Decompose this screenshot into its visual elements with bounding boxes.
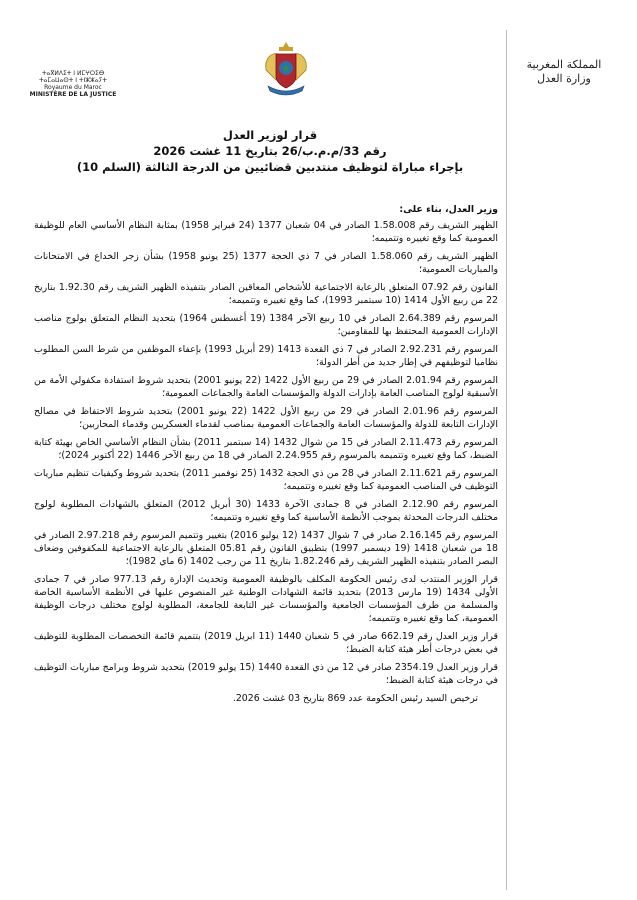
paragraph: القانون رقم 07.92 المتعلق بالرعاية الاجتماعية للأشخاص المعاقين الصادر بتنفيذه الظهير الشريف رقم 1.92.30 بتاريخ 22 من ربيع الأول 1414 (10 سبتمبر 1993)، كما وقع تغييره وتتميمه؛ [34, 281, 498, 306]
paragraph: الظهير الشريف رقم 1.58.008 الصادر في 04 شعبان 1377 (24 فبراير 1958) بمثابة النظام الأساسي العام للوظيفة العمومية كما وقع تغييره وتتميمه؛ [34, 219, 498, 244]
title-line-2: رقم 33/م.م.ب/26 بتاريخ 11 غشت 2026 [153, 144, 387, 158]
paragraph: المرسوم رقم 2.11.473 الصادر في 15 من شوال 1432 (14 سبتمبر 2011) بشأن النظام الأساسي الخاص بهيئة كتابة الضبط، كما وقع تغييره وتتميمه بالمرسوم رقم 2.24.955 الصادر في 18 من ربيع الآخر 1446 (22 أكتوبر 2024)؛ [34, 436, 499, 461]
ministry-logo-text [18, 70, 128, 98]
intro-line: وزير العدل، بناء على: [399, 204, 498, 215]
paragraph: المرسوم رقم 2.12.90 الصادر في 8 جمادى الآخرة 1433 (30 أبريل 2012) المتعلق بالشهادات المطلوبة لولوج مختلف الدرجات المحدثة بموجب الأنظمة الأساسية كما وقع تغييره وتتميمه؛ [34, 498, 498, 523]
paragraph: قرار وزير العدل 2354.19 صادر في 12 من ذي القعدة 1440 (15 يوليو 2019) بتحديد شروط وبرامج مباريات التوظيف في درجات هيئة كتابة الضبط؛ [34, 661, 499, 686]
paragraph: المرسوم رقم 2.64.389 الصادر في 10 ربيع الآخر 1384 (19 أغسطس 1964) بتحديد النظام المتعلق بولوج مناصب الإدارات العمومية المحتفظ بها للمقاومين؛ [34, 312, 499, 337]
paragraph: المرسوم رقم 2.01.96 الصادر في 29 من ربيع الأول 1422 (22 يونيو 2001) بتحديد شروط الاحتفاظ في مصالح الإدارات التابعة للدولة والمؤسسات العامة والجماعات العمومية بمناصب لقدماء العسكريين وقدماء المحاربين؛ [34, 405, 499, 430]
decision-body [34, 204, 498, 711]
title-line-3: بإجراء مباراة لتوظيف منتدبين قضائيين من الدرجة الثالثة (السلم 10) [76, 160, 464, 174]
arabic-kingdom: المملكة المغربية [526, 58, 602, 71]
arabic-header [519, 58, 609, 86]
latin-line-1: Royaume du Maroc [44, 84, 102, 91]
authorization-line: ترخيص السيد رئيس الحكومة عدد 869 بتاريخ 03 غشت 2026. [232, 692, 478, 704]
paragraph: المرسوم رقم 2.16.145 صادر في 7 شوال 1437 (12 يوليو 2016) بتغيير وتتميم المرسوم رقم 2.97.218 الصادر في 18 من شعبان 1418 (19 ديسمبر 1997) بتطبيق القانون رقم 05.81 المتعلق بالرعاية الاجتماعية للمكفوفين وضعاف البصر الصادر بتنفيذه الظهير الشريف رقم 1.82.246 بتاريخ 11 من رجب 1402 (6 ماي 1982)؛ [34, 529, 498, 567]
decision-title [60, 127, 480, 175]
tifinagh-line-1: ⵜⴰⴳⵍⴷⵉⵜ ⵏ ⵍⵎⵖⵔⵉⴱ [41, 70, 105, 77]
paragraph: قرار وزير العدل رقم 662.19 صادر في 5 شعبان 1440 (11 ابريل 2019) بتتميم قائمة التخصصات المطلوبة للتوظيف في بعض درجات أطر هيئة كتابة الضبط؛ [34, 630, 498, 655]
paragraph: المرسوم رقم 2.01.94 الصادر في 29 من ربيع الأول 1422 (22 يونيو 2001) بتحديد شروط استفادة مكفولي الأمة من الأسبقية لولوج المناصب العامة بإدارات الدولة والمؤسسات العامة والجماعات العمومية؛ [34, 374, 499, 399]
latin-line-2: MINISTÈRE DE LA JUSTICE [29, 91, 117, 98]
paragraph: المرسوم رقم 2.92.231 الصادر في 7 ذي القعدة 1413 (29 أبريل 1993) بإعفاء الموظفين من شرط السن المطلوب نظاميا لتوظيفهم في إطار جديد من أطر الدولة؛ [34, 343, 499, 368]
paragraph: الظهير الشريف رقم 1.58.060 الصادر في 7 ذي الحجة 1377 (25 يونيو 1958) بشأن زجر الخداع في الامتحانات والمباريات العمومية؛ [34, 250, 498, 275]
tifinagh-line-2: ⵜⴰⵎⴰⵡⴰⵙⵜ ⵏ ⵜⵏⵣⵣⴰⵢⵜ [38, 77, 108, 84]
paragraph: المرسوم رقم 2.11.621 الصادر في 28 من ذي الحجة 1432 (25 نوفمبر 2011) بتحديد شروط وكيفيات تنظيم مباريات التوظيف في المناصب العمومية كما وقع تغييره وتتميمه؛ [34, 467, 498, 492]
margin-line [506, 30, 507, 890]
coat-of-arms-icon [258, 40, 314, 100]
arabic-ministry: وزارة العدل [537, 72, 591, 85]
title-line-1: قرار لوزير العدل [222, 128, 318, 142]
paragraph: قرار الوزير المنتدب لدى رئيس الحكومة المكلف بالوظيفة العمومية وتحديث الإدارة رقم 977.13 صادر في 7 جمادى الأولى 1434 (19 مارس 2013) بتحديد قائمة الشهادات الوطنية غير المنصوص عليها في الأنظمة الأساسية الخاصة والمسلمة من طرف المؤسسات الجامعية والمؤسسات غير التابعة للجامعة، المطلوبة لولوج مختلف درجات الوظيفة العمومية، كما وقع تغييره وتتميمه؛ [34, 573, 498, 624]
